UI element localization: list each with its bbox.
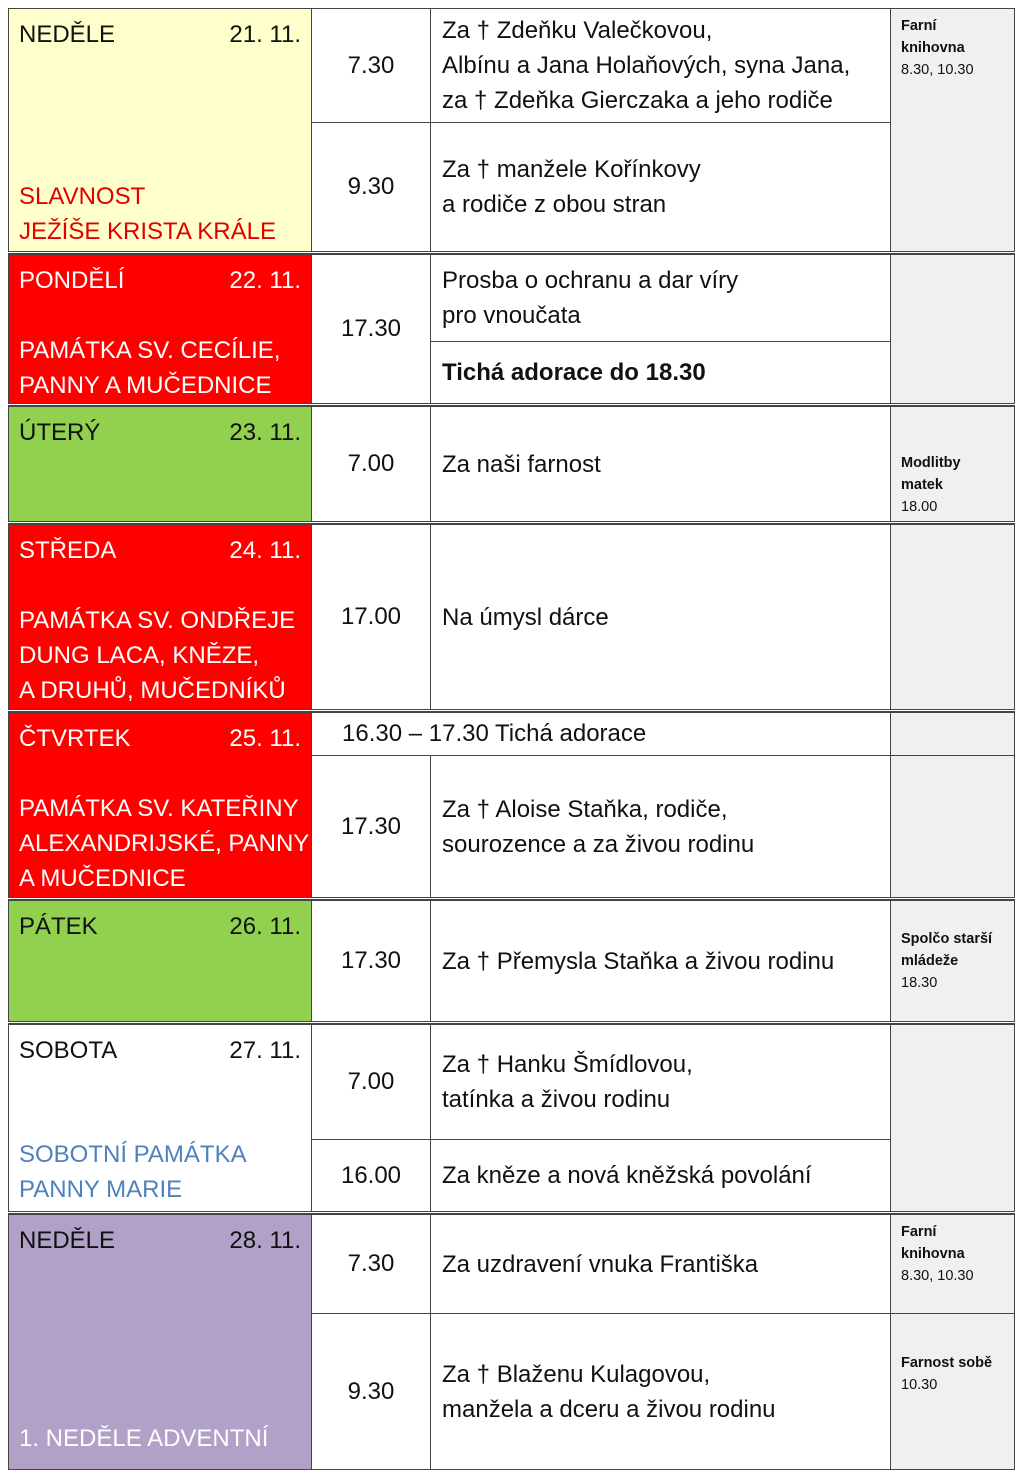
feast-title: PAMÁTKA SV. ONDŘEJE DUNG LACA, KNĚZE, A DRUHŮ, MUČEDNÍKŮ [19, 607, 296, 704]
day-date: 28. 11. [229, 1227, 301, 1254]
mass-intention [430, 406, 891, 522]
mass-time: 17.30 [311, 254, 431, 404]
note-title: Farní knihovna [901, 18, 965, 56]
adoration-text: 16.30 – 17.30 Tichá adorace [342, 720, 647, 747]
note-time: 10.30 [901, 1377, 938, 1393]
adoration-note [430, 341, 891, 404]
day-date: 25. 11. [229, 725, 301, 752]
day-date: 27. 11. [229, 1037, 301, 1064]
note-cell [890, 254, 1015, 404]
day-cell [8, 406, 312, 522]
intention-text: Za uzdravení vnuka Františka [442, 1250, 759, 1278]
note-cell [890, 8, 1015, 252]
adoration-row [311, 712, 891, 756]
note-cell [890, 1024, 1015, 1212]
day-name: NEDĚLE [19, 21, 116, 48]
feast-title: PAMÁTKA SV. CECÍLIE, PANNY A MUČEDNICE [19, 337, 281, 399]
note-cell [890, 900, 1015, 1022]
intention-text: Za naši farnost [442, 450, 601, 478]
note-cell [890, 755, 1015, 898]
mass-intention [430, 1139, 891, 1212]
mass-time: 17.30 [311, 900, 431, 1022]
mass-time: 16.00 [311, 1139, 431, 1212]
feast-title: SOBOTNÍ PAMÁTKA PANNY MARIE [19, 1141, 247, 1203]
mass-intention [430, 755, 891, 898]
day-name: ÚTERÝ [19, 419, 101, 446]
intention-text: Za † Zdeňku Valečkovou, Albínu a Jana Holaňových, syna Jana, za † Zdeňka Gierczaka a jeho rodiče [442, 17, 851, 114]
mass-time: 7.30 [311, 1214, 431, 1314]
note-cell [890, 406, 1015, 522]
note-time: 8.30, 10.30 [901, 1268, 974, 1284]
intention-text: Za † Hanku Šmídlovou, tatínka a živou rodinu [442, 1051, 693, 1113]
mass-time: 9.30 [311, 1313, 431, 1470]
day-cell [8, 900, 312, 1022]
day-cell [8, 1024, 312, 1212]
note-time: 18.30 [901, 975, 938, 991]
intention-text: Za † Blaženu Kulagovou, manžela a dceru a živou rodinu [442, 1360, 776, 1423]
mass-time: 17.30 [311, 755, 431, 898]
note-cell [890, 524, 1015, 710]
intention-text: Prosba o ochranu a dar víry pro vnoučata [442, 267, 739, 329]
day-cell [8, 1214, 312, 1470]
day-name: STŘEDA [19, 537, 117, 564]
day-date: 22. 11. [229, 267, 301, 294]
mass-time: 9.30 [311, 122, 431, 252]
mass-intention [430, 254, 891, 342]
day-cell [8, 254, 312, 404]
mass-intention [430, 122, 891, 252]
note-title: Farnost sobě [901, 1355, 993, 1371]
day-name: ČTVRTEK [19, 725, 131, 752]
mass-time: 7.30 [311, 8, 431, 123]
feast-title: PAMÁTKA SV. KATEŘINY ALEXANDRIJSKÉ, PANNY A MUČEDNICE [19, 795, 310, 892]
feast-title: 1. NEDĚLE ADVENTNÍ [19, 1425, 269, 1452]
feast-title: SLAVNOST JEŽÍŠE KRISTA KRÁLE [19, 183, 276, 245]
mass-time: 7.00 [311, 1024, 431, 1140]
intention-text: Za kněze a nová kněžská povolání [442, 1162, 812, 1189]
mass-intention [430, 900, 891, 1022]
note-time: 8.30, 10.30 [901, 62, 974, 78]
note-title: Spolčo starší mládeže [901, 931, 993, 969]
intention-text: Za † manžele Kořínkovy a rodiče z obou stran [442, 156, 701, 218]
day-name: SOBOTA [19, 1037, 118, 1064]
intention-text: Za † Aloise Staňka, rodiče, sourozence a za živou rodinu [442, 795, 755, 858]
intention-text: Na úmysl dárce [442, 603, 609, 631]
mass-intention [430, 1313, 891, 1470]
note-cell [890, 1313, 1015, 1470]
day-date: 26. 11. [229, 913, 301, 940]
day-cell [8, 8, 312, 252]
intention-text: Za † Přemysla Staňka a živou rodinu [442, 947, 835, 975]
mass-intention [430, 1214, 891, 1314]
mass-intention [430, 524, 891, 710]
mass-time: 7.00 [311, 406, 431, 522]
day-date: 24. 11. [229, 537, 301, 564]
day-date: 23. 11. [229, 419, 301, 446]
mass-intention [430, 8, 891, 123]
day-name: NEDĚLE [19, 1227, 116, 1254]
adoration-text: Tichá adorace do 18.30 [442, 359, 706, 386]
note-title: Farní knihovna [901, 1224, 965, 1262]
note-cell [890, 1214, 1015, 1314]
mass-intention [430, 1024, 891, 1140]
day-cell [8, 524, 312, 710]
mass-time: 17.00 [311, 524, 431, 710]
day-date: 21. 11. [229, 21, 301, 48]
day-name: PONDĚLÍ [19, 267, 125, 294]
note-cell [890, 712, 1015, 756]
note-title: Modlitby matek [901, 455, 961, 493]
day-name: PÁTEK [19, 913, 98, 940]
note-time: 18.00 [901, 499, 938, 515]
day-cell [8, 712, 312, 898]
